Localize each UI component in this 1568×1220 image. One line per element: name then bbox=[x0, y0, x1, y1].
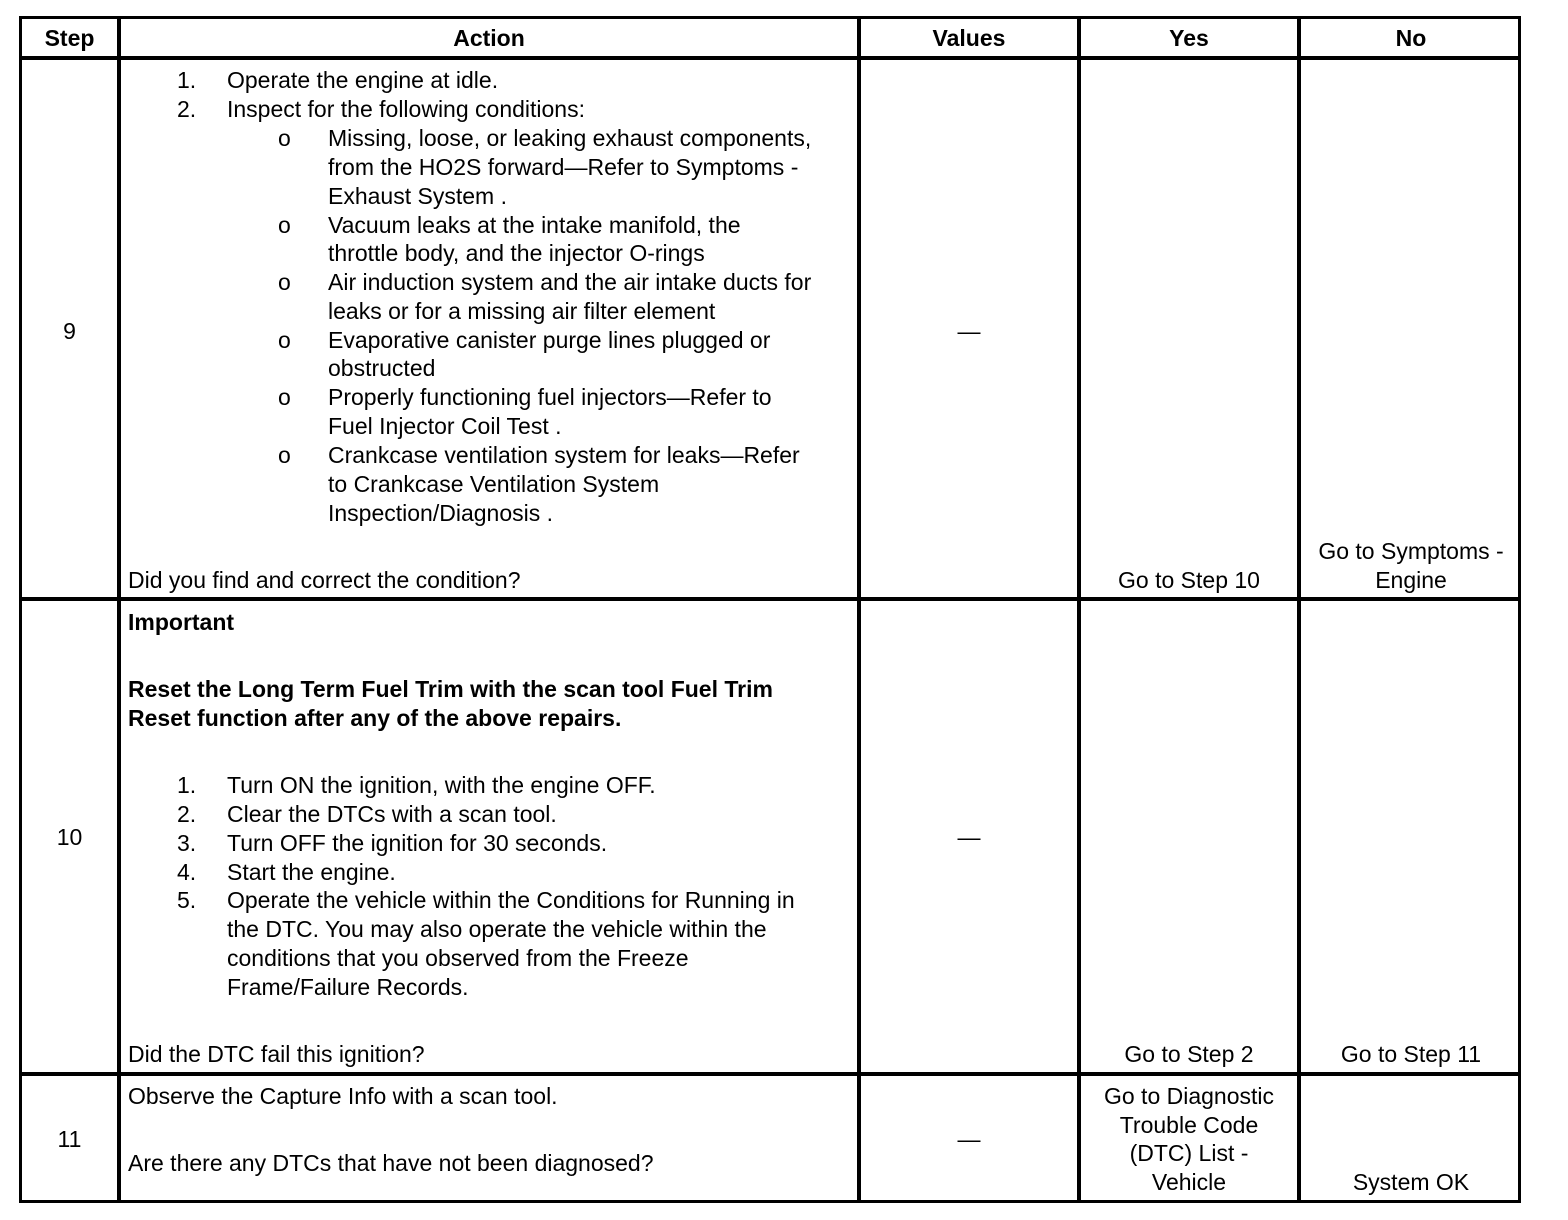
row-divider bbox=[22, 56, 1518, 60]
bullet-marker: o bbox=[278, 269, 291, 295]
important-text: Reset the Long Term Fuel Trim with the scan tool Fuel Trim bbox=[128, 676, 773, 702]
step-item-number: 2. bbox=[177, 96, 197, 122]
condition-line: leaks or for a missing air filter element bbox=[328, 298, 716, 324]
step-number: 9 bbox=[63, 318, 76, 344]
step-item-text: Inspect for the following conditions: bbox=[227, 96, 585, 122]
condition-line: Exhaust System . bbox=[328, 183, 507, 209]
important-text: Reset function after any of the above repairs. bbox=[128, 705, 622, 731]
no-link-line[interactable]: Go to Symptoms - bbox=[1318, 538, 1504, 564]
column-divider bbox=[117, 19, 121, 1200]
header-yes: Yes bbox=[1169, 25, 1209, 51]
no-link[interactable]: Go to Step 11 bbox=[1340, 1041, 1482, 1067]
step-question: Did the DTC fail this ignition? bbox=[128, 1041, 425, 1067]
step-item-text: Operate the vehicle within the Conditions for Running in bbox=[227, 887, 795, 913]
bullet-marker: o bbox=[278, 327, 291, 353]
diagnostic-table bbox=[19, 16, 1521, 1203]
row-divider bbox=[22, 1072, 1518, 1076]
step-item-text: Frame/Failure Records. bbox=[227, 974, 469, 1000]
no-link-line[interactable]: Engine bbox=[1375, 567, 1447, 593]
condition-line: throttle body, and the injector O-rings bbox=[328, 240, 705, 266]
bullet-marker: o bbox=[278, 125, 291, 151]
values-dash: — bbox=[957, 318, 981, 344]
step-item-number: 3. bbox=[177, 830, 197, 856]
yes-link-line[interactable]: Go to Diagnostic bbox=[1103, 1083, 1275, 1109]
condition-line: Properly functioning fuel injectors—Refer to bbox=[328, 384, 772, 410]
step-number: 10 bbox=[56, 824, 83, 850]
condition-line: Vacuum leaks at the intake manifold, the bbox=[328, 212, 741, 238]
step-number: 11 bbox=[57, 1126, 82, 1152]
step-item-text: Turn OFF the ignition for 30 seconds. bbox=[227, 830, 608, 856]
step-item-number: 4. bbox=[177, 859, 197, 885]
no-link[interactable]: System OK bbox=[1352, 1169, 1470, 1195]
header-step: Step bbox=[44, 25, 95, 51]
step-item-number: 1. bbox=[177, 67, 197, 93]
step-item-number: 2. bbox=[177, 801, 197, 827]
step-item-number: 1. bbox=[177, 772, 197, 798]
header-values: Values bbox=[932, 25, 1006, 51]
step-item-text: conditions that you observed from the Freeze bbox=[227, 945, 689, 971]
yes-link-line[interactable]: Vehicle bbox=[1151, 1169, 1227, 1195]
column-divider bbox=[857, 19, 861, 1200]
row-divider bbox=[22, 597, 1518, 601]
step-question: Are there any DTCs that have not been diagnosed? bbox=[128, 1150, 654, 1176]
header-action: Action bbox=[453, 25, 525, 51]
condition-line: to Crankcase Ventilation System bbox=[328, 471, 660, 497]
condition-line: obstructed bbox=[328, 355, 436, 381]
yes-link-line[interactable]: (DTC) List - bbox=[1129, 1140, 1249, 1166]
condition-line: Inspection/Diagnosis . bbox=[328, 500, 554, 526]
step-item-text: Operate the engine at idle. bbox=[227, 67, 499, 93]
condition-line: Air induction system and the air intake ducts for bbox=[328, 269, 812, 295]
values-dash: — bbox=[957, 1126, 981, 1152]
column-divider bbox=[1297, 19, 1301, 1200]
condition-line: Crankcase ventilation system for leaks—Refer bbox=[328, 442, 800, 468]
bullet-marker: o bbox=[278, 442, 291, 468]
step-item-text: the DTC. You may also operate the vehicle within the bbox=[227, 916, 767, 942]
step-item-text: Clear the DTCs with a scan tool. bbox=[227, 801, 557, 827]
values-dash: — bbox=[957, 824, 981, 850]
condition-line: Fuel Injector Coil Test . bbox=[328, 413, 562, 439]
step-question: Did you find and correct the condition? bbox=[128, 567, 521, 593]
yes-link[interactable]: Go to Step 2 bbox=[1124, 1041, 1254, 1067]
bullet-marker: o bbox=[278, 212, 291, 238]
step-instruction: Observe the Capture Info with a scan tool. bbox=[128, 1083, 558, 1109]
yes-link[interactable]: Go to Step 10 bbox=[1118, 567, 1260, 593]
yes-link-line[interactable]: Trouble Code bbox=[1119, 1112, 1259, 1138]
condition-line: from the HO2S forward—Refer to Symptoms - bbox=[328, 154, 799, 180]
step-item-text: Turn ON the ignition, with the engine OFF. bbox=[227, 772, 656, 798]
step-item-text: Start the engine. bbox=[227, 859, 396, 885]
header-no: No bbox=[1395, 25, 1427, 51]
condition-line: Evaporative canister purge lines plugged or bbox=[328, 327, 771, 353]
bullet-marker: o bbox=[278, 384, 291, 410]
step-item-number: 5. bbox=[177, 887, 197, 913]
column-divider bbox=[1077, 19, 1081, 1200]
important-title: Important bbox=[128, 609, 235, 635]
condition-line: Missing, loose, or leaking exhaust components, bbox=[328, 125, 812, 151]
